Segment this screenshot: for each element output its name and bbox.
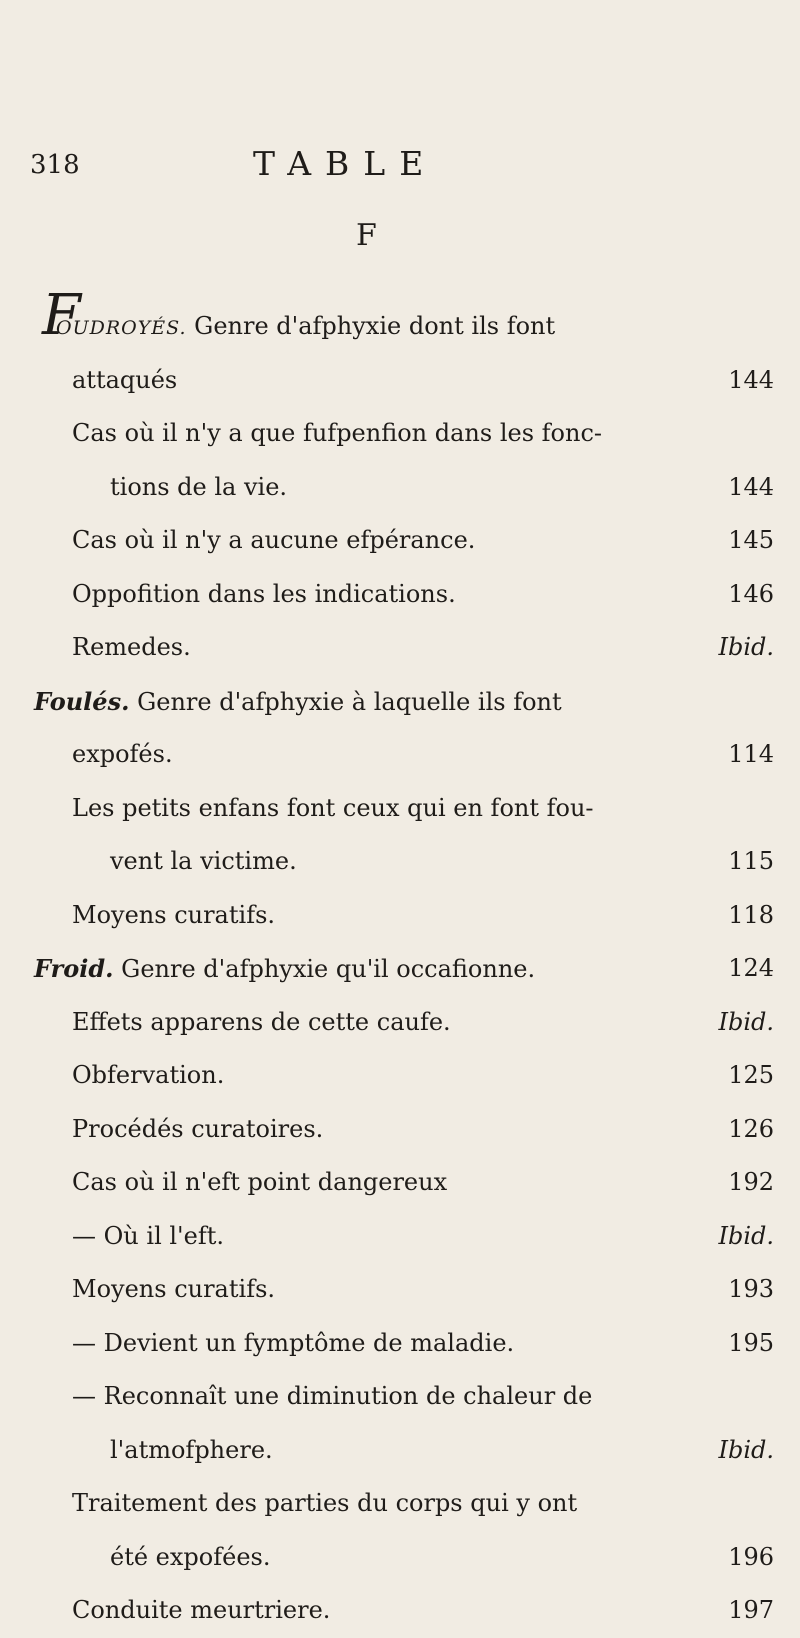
entry-continuation: l'atmofphere. xyxy=(110,1435,273,1464)
index-line xyxy=(34,942,774,996)
page-reference: 193 xyxy=(728,1275,774,1303)
entry-text: Obfervation. xyxy=(72,1061,225,1089)
index-line xyxy=(34,568,774,622)
entry-text: Procédés curatoires. xyxy=(72,1114,324,1143)
page-reference: 146 xyxy=(728,579,774,608)
entry-text: Cas où il n'eft point dangereux xyxy=(72,1168,448,1196)
page-reference: Ibid. xyxy=(718,633,774,661)
index-line xyxy=(34,1477,774,1531)
page-reference: 192 xyxy=(728,1168,774,1196)
index-line xyxy=(34,407,774,461)
index-line xyxy=(34,1317,774,1371)
index-line xyxy=(34,1156,774,1210)
index-line xyxy=(34,461,774,515)
index-line xyxy=(34,1049,774,1103)
entry-text: Remedes. xyxy=(72,633,191,661)
page-reference: Ibid. xyxy=(718,1435,774,1464)
index-line xyxy=(34,1103,774,1157)
page-reference: 118 xyxy=(728,900,774,929)
index-line xyxy=(34,1370,774,1424)
entry-text: Les petits enfans font ceux qui en font fou- xyxy=(72,793,594,822)
index-line xyxy=(34,1531,774,1585)
entry-text: Genre d'afphyxie dont ils font xyxy=(194,312,556,340)
index-line xyxy=(34,675,774,729)
entry-continuation: été expofées. xyxy=(110,1542,271,1571)
entry-text: Cas où il n'y a aucune efpérance. xyxy=(72,526,476,554)
page-reference: 114 xyxy=(728,740,774,768)
section-letter: F xyxy=(356,218,377,253)
entry-text: Genre d'afphyxie à laquelle ils font xyxy=(137,687,562,716)
index-line xyxy=(34,514,774,568)
index-entries xyxy=(34,283,774,1638)
entry-continuation: expofés. xyxy=(72,740,173,768)
page-reference: 124 xyxy=(728,954,774,982)
entry-text: Conduite meurtriere. xyxy=(72,1596,331,1624)
entry-text: Cas où il n'y a que fufpenfion dans les fonc- xyxy=(72,419,602,447)
entry-headline xyxy=(34,942,535,997)
entry-headword: Foulés. xyxy=(34,686,130,716)
index-line xyxy=(34,728,774,782)
page-number: 318 xyxy=(30,150,80,180)
index-line xyxy=(34,354,774,408)
index-line xyxy=(34,782,774,836)
page-reference: Ibid. xyxy=(718,1221,774,1250)
entry-text: Effets apparens de cette caufe. xyxy=(72,1007,451,1036)
page-reference: 144 xyxy=(728,472,774,501)
page-reference: 145 xyxy=(728,526,774,554)
drop-cap: F xyxy=(42,283,81,348)
entry-text: — Reconnaît une diminution de chaleur de xyxy=(72,1382,593,1410)
index-line xyxy=(34,889,774,943)
page-reference: 197 xyxy=(728,1596,774,1624)
entry-text: — Où il l'eft. xyxy=(72,1221,225,1250)
entry-text: — Devient un fymptôme de maladie. xyxy=(72,1328,515,1357)
entry-continuation: attaqués xyxy=(72,365,178,394)
index-line xyxy=(34,621,774,675)
page-header xyxy=(0,144,800,188)
index-line xyxy=(34,1424,774,1478)
entry-headline xyxy=(34,675,562,730)
running-title: TABLE xyxy=(253,144,438,183)
page-reference: 125 xyxy=(728,1061,774,1089)
entry-text: Oppofition dans les indications. xyxy=(72,579,456,608)
entry-continuation: vent la victime. xyxy=(110,847,297,875)
index-line xyxy=(34,1210,774,1264)
page-reference: 115 xyxy=(728,847,774,875)
entry-continuation: tions de la vie. xyxy=(110,472,288,501)
index-line xyxy=(34,283,774,354)
entry-headline xyxy=(42,283,556,356)
entry-text: Moyens curatifs. xyxy=(72,1275,276,1303)
entry-text: Moyens curatifs. xyxy=(72,900,276,929)
entry-headword: Froid. xyxy=(34,954,114,983)
page-reference: 196 xyxy=(728,1542,774,1571)
page-reference: 126 xyxy=(728,1114,774,1143)
index-line xyxy=(34,835,774,889)
entry-headword: OUDROYÉS. xyxy=(56,317,187,339)
entry-text: Genre d'afphyxie qu'il occafionne. xyxy=(121,955,536,983)
index-line xyxy=(34,1263,774,1317)
index-line xyxy=(34,996,774,1050)
page-reference: 195 xyxy=(728,1328,774,1357)
entry-text: Traitement des parties du corps qui y ont xyxy=(72,1489,578,1517)
page-reference: Ibid. xyxy=(718,1007,774,1036)
index-line xyxy=(34,1584,774,1638)
page-reference: 144 xyxy=(728,365,774,394)
